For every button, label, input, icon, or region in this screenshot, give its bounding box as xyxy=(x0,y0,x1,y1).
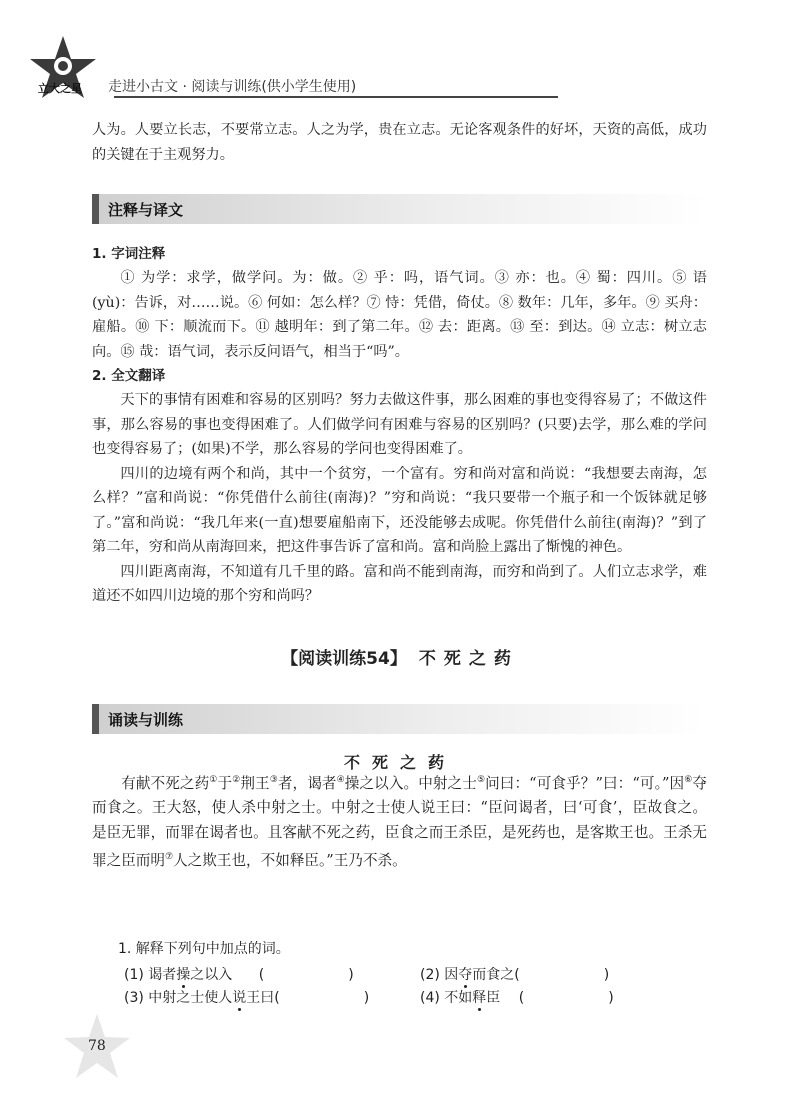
answer-blank[interactable]: ( ) xyxy=(514,967,610,983)
section-bar-notes xyxy=(92,194,707,224)
lesson-title xyxy=(0,644,800,669)
page-header xyxy=(28,34,548,104)
item-text: 中射之士使人 xyxy=(148,990,233,1006)
item-number: (3) xyxy=(124,990,144,1006)
item-number: (2) xyxy=(420,967,440,983)
footnote-marker: ③ xyxy=(269,775,278,785)
book-title: 走进小古文 · 阅读与训练(供小学生使用) xyxy=(108,79,357,95)
header-divider xyxy=(114,96,558,98)
footnote-marker: ⑤ xyxy=(476,775,486,785)
dotted-word: 说 xyxy=(232,990,247,1006)
intro-block xyxy=(92,118,707,167)
item-text: 谒者 xyxy=(148,967,177,983)
answer-blank[interactable]: ( ) xyxy=(518,990,614,1006)
question-1-prompt: 1. 解释下列句中加点的词。 xyxy=(118,941,290,957)
notes-block xyxy=(92,242,707,609)
lesson-name: 不死之药 xyxy=(418,649,519,669)
item-number: (4) xyxy=(420,990,440,1006)
questions-block xyxy=(118,938,708,1010)
brand-logo-text: 立大之星 xyxy=(38,82,82,95)
passage-segment: 于 xyxy=(217,774,233,792)
translation-para-2: 四川的边境有两个和尚，其中一个贫穷，一个富有。穷和尚对富和尚说：“我想要去南海，怎么样？”富和尚说：“你凭借什么前往(南海)？”穷和尚说：“我只要带一个瓶子和一个饭钵就足够了。”富和尚说：“我几年来(一直)想要雇船南下，还没能够去成呢。你凭借什么前往(南海)？”到了第二年，穷和尚从南海回来，把这件事告诉了富和尚。富和尚脸上露出了惭愧的神色。 xyxy=(92,465,707,555)
section-title-reading: 诵读与训练 xyxy=(108,711,184,729)
item-text: 而食之 xyxy=(472,967,515,983)
footnote-marker: ⑦ xyxy=(164,852,174,863)
answer-blank[interactable]: ( ) xyxy=(274,990,370,1006)
passage-title: 不死之药 xyxy=(343,753,456,772)
footnote-marker: ⑥ xyxy=(684,775,693,785)
dotted-word: 夺 xyxy=(458,967,473,983)
passage-block xyxy=(92,768,707,874)
passage-segment: 操之以入。中射之士 xyxy=(344,774,477,792)
item-text: 臣 xyxy=(486,990,501,1006)
passage-segment: 问曰：“可食乎？”曰：“可。”因 xyxy=(485,774,685,792)
item-text: 王曰 xyxy=(246,990,275,1006)
dotted-word: 释 xyxy=(472,990,487,1006)
footnote-marker: ② xyxy=(232,775,241,785)
item-text: 不如 xyxy=(444,990,473,1006)
translation-para-3: 四川距离南海，不知道有几千里的路。富和尚不能到南海，而穷和尚到了。人们立志求学，难道还不如四川边境的那个穷和尚吗？ xyxy=(92,563,707,604)
question-item-1 xyxy=(124,964,354,984)
section-title-notes: 注释与译文 xyxy=(108,201,184,219)
translation-para-1: 天下的事情有困难和容易的区别吗？努力去做这件事，那么困难的事也变得容易了；不做这件事，那么容易的事也变得困难了。人们做学问有困难与容易的区别吗？(只要)去学，那么难的学问也变得容易了；(如果)不学，那么容易的学问也变得困难了。 xyxy=(92,392,707,457)
subhead-translation: 2. 全文翻译 xyxy=(92,368,166,384)
question-row xyxy=(118,964,708,987)
question-item-4 xyxy=(420,987,614,1007)
footnote-marker: ① xyxy=(209,775,218,785)
question-item-3 xyxy=(124,987,369,1007)
passage-segment: 荆王 xyxy=(240,774,270,792)
passage-segment: 夺而食之。王大怒，使人杀中射之士。中射之士使人说王曰：“臣问谒者，曰‘可食’，臣故食之。是臣无罪，而罪在谒者也。且客献不死之药，臣食之而王杀臣，是死药也，是客欺王也。王杀无罪之臣而明 xyxy=(92,774,707,870)
page-number: 78 xyxy=(88,1038,106,1054)
dotted-word: 操 xyxy=(176,967,191,983)
question-item-2 xyxy=(420,964,609,984)
subhead-word-notes: 1. 字词注释 xyxy=(92,246,166,262)
question-row xyxy=(118,987,708,1010)
section-bar-mark xyxy=(92,194,99,224)
passage-segment: 者，谒者 xyxy=(277,774,337,792)
answer-blank[interactable]: ( ) xyxy=(258,967,354,983)
section-bar-reading xyxy=(92,704,707,734)
item-text: 因 xyxy=(444,967,459,983)
intro-text: 人为。人要立长志，不要常立志。人之为学，贵在立志。无论客观条件的好坏，天资的高低，成功的关键在于主观努力。 xyxy=(92,122,707,163)
passage-segment: 有献不死之药 xyxy=(121,774,210,792)
section-bar-mark xyxy=(92,704,99,734)
word-notes-text: ① 为学：求学，做学问。为：做。② 乎：吗，语气词。③ 亦：也。④ 蜀：四川。⑤ 语(yù)：告诉，对……说。⑥ 何如：怎么样？⑦ 恃：凭借，倚仗。⑧ 数年：几年，多年。⑨ 买舟：雇船。⑩ 下：顺流而下。⑪ 越明年：到了第二年。⑫ 去：距离。⑬ 至：到达。⑭ 立志：树立志向。⑮ 哉：语气词，表示反问语气，相当于“吗”。 xyxy=(92,270,707,360)
lesson-label: 【阅读训练54】 xyxy=(281,649,407,669)
passage-text xyxy=(92,768,707,874)
footnote-marker: ④ xyxy=(336,775,345,785)
passage-segment: 人之欺王也，不如释臣。”王乃不杀。 xyxy=(173,852,407,870)
item-text: 之以入 xyxy=(190,967,233,983)
item-number: (1) xyxy=(124,967,144,983)
